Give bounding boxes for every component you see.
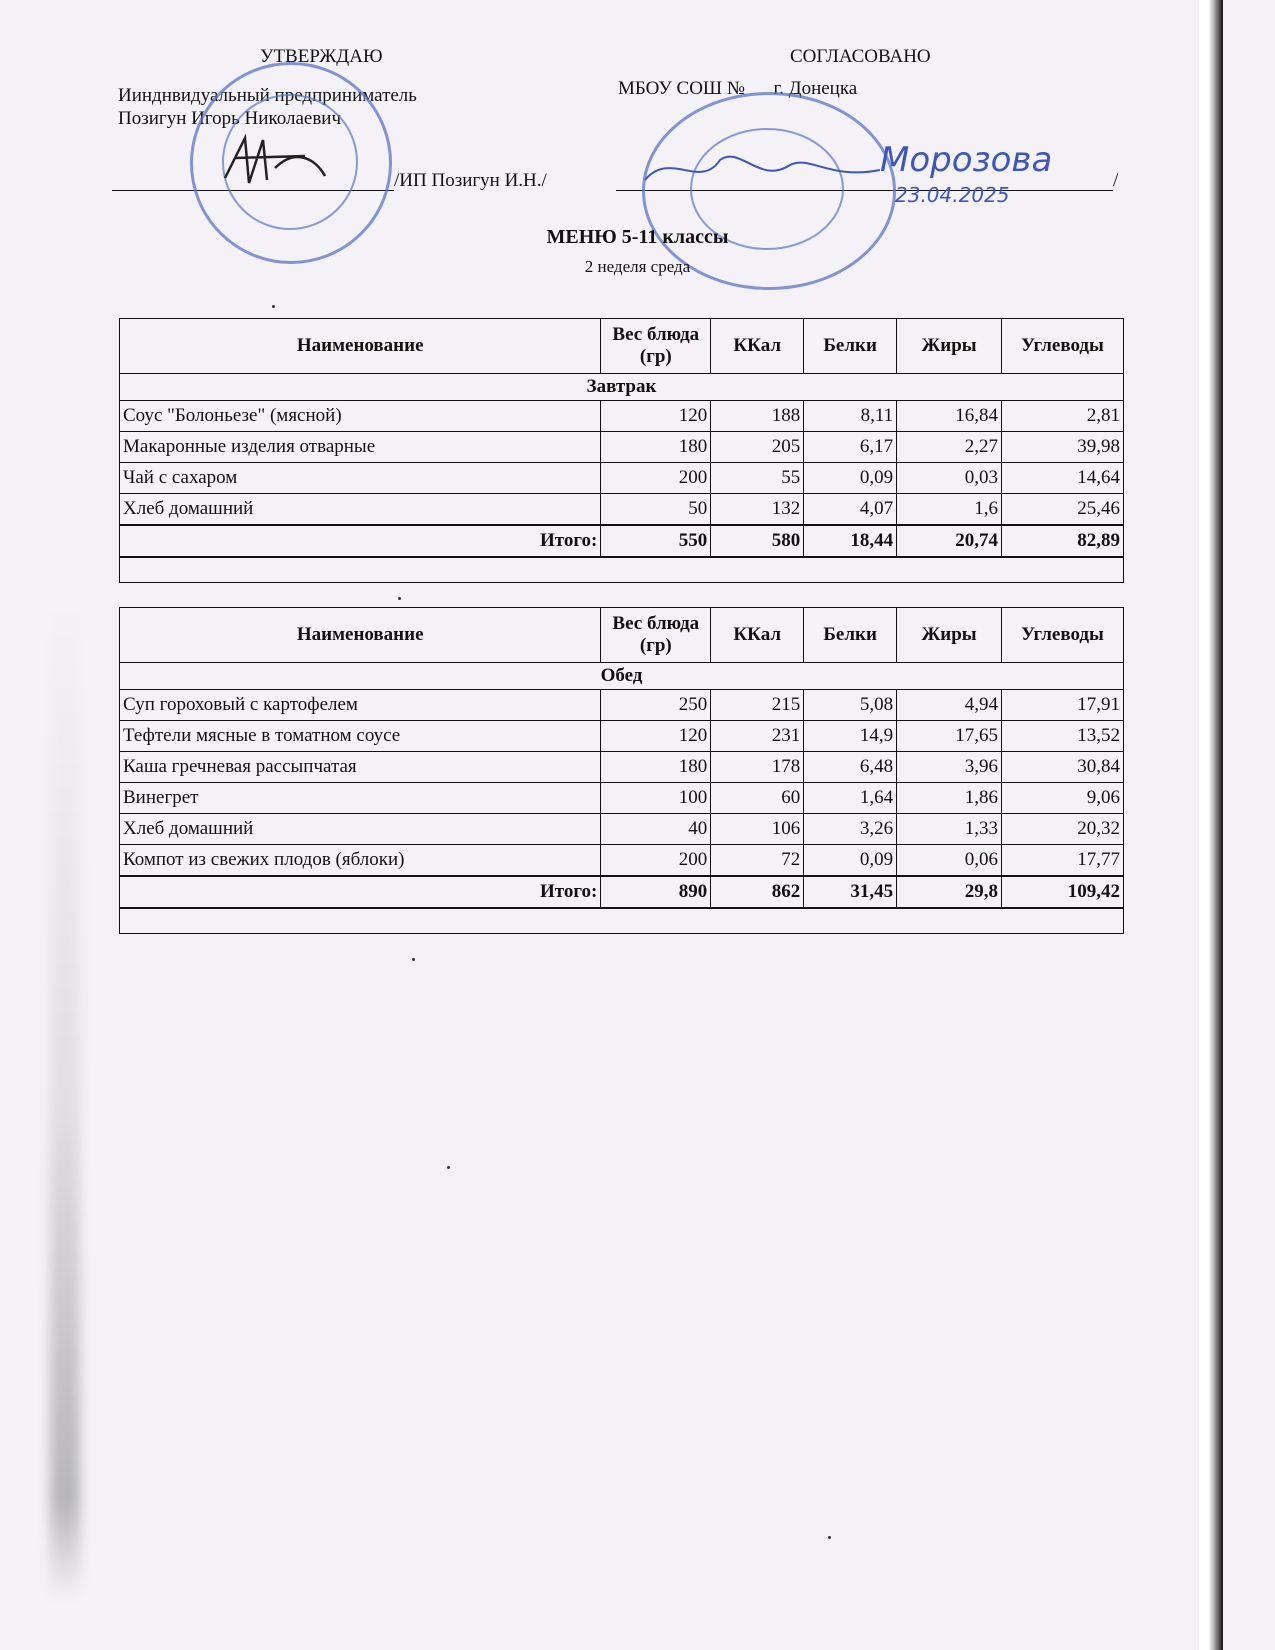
cell: 132 [711,494,804,526]
cell: 39,98 [1002,432,1124,463]
dish-name: Каша гречневая рассыпчатая [120,752,601,783]
cell: 180 [601,432,711,463]
dish-name: Компот из свежих плодов (яблоки) [120,845,601,877]
menu-title: МЕНЮ 5-11 классы [546,226,729,248]
cell: 178 [711,752,804,783]
table-row [120,783,1124,814]
cell: 4,94 [897,690,1002,721]
dish-name: Макаронные изделия отварные [120,432,601,463]
cell: 16,84 [897,401,1002,432]
agree-sign-end: / [1113,170,1119,191]
agree-signature [640,140,900,200]
section-lunch: Обед [120,663,1124,690]
approve-line1: Иинднвидуальный предприниматель [118,85,417,106]
cell: 106 [711,814,804,845]
cell: 17,65 [897,721,1002,752]
dish-name: Соус "Болоньезе" (мясной) [120,401,601,432]
col-kcal: ККал [711,319,804,374]
approve-signature [215,128,345,198]
cell: 14,64 [1002,463,1124,494]
cell: 14,9 [804,721,897,752]
cell: 0,09 [804,845,897,877]
table-row [120,494,1124,526]
cell: 5,08 [804,690,897,721]
breakfast-table [119,318,1124,583]
scan-speck [412,958,415,961]
cell: 1,33 [897,814,1002,845]
total-label: Итого: [120,525,601,557]
col-protein: Белки [804,608,897,663]
cell: 50 [601,494,711,526]
table-row [120,721,1124,752]
col-name: Наименование [120,608,601,663]
col-protein: Белки [804,319,897,374]
cell: 2,27 [897,432,1002,463]
cell: 120 [601,721,711,752]
cell: 0,03 [897,463,1002,494]
scan-speck [398,597,401,600]
col-fat: Жиры [897,608,1002,663]
dish-name: Винегрет [120,783,601,814]
cell: 1,86 [897,783,1002,814]
cell: 72 [711,845,804,877]
dish-name: Тефтели мясные в томатном соусе [120,721,601,752]
col-kcal: ККал [711,608,804,663]
cell: 17,91 [1002,690,1124,721]
cell: 25,46 [1002,494,1124,526]
cell: 120 [601,401,711,432]
total-cell: 18,44 [804,525,897,557]
cell: 100 [601,783,711,814]
header-row [120,319,1124,374]
cell: 200 [601,845,711,877]
total-label: Итого: [120,876,601,908]
total-cell: 109,42 [1002,876,1124,908]
cell: 1,6 [897,494,1002,526]
table-row [120,814,1124,845]
col-name: Наименование [120,319,601,374]
scan-speck [447,1166,450,1169]
total-row [120,876,1124,908]
handwritten-date: 23.04.2025 [895,183,1010,207]
cell: 0,06 [897,845,1002,877]
cell: 8,11 [804,401,897,432]
total-cell: 862 [711,876,804,908]
cell: 250 [601,690,711,721]
cell: 17,77 [1002,845,1124,877]
cell: 20,32 [1002,814,1124,845]
scan-speck [828,1536,831,1539]
agree-line1: МБОУ СОШ № г. Донецка [618,78,858,99]
cell: 215 [711,690,804,721]
cell: 188 [711,401,804,432]
col-carbs: Углеводы [1002,319,1124,374]
cell: 30,84 [1002,752,1124,783]
col-weight: Вес блюда (гр) [601,608,711,663]
dish-name: Хлеб домашний [120,814,601,845]
total-cell: 890 [601,876,711,908]
table-row [120,463,1124,494]
total-cell: 20,74 [897,525,1002,557]
dish-name: Чай с сахаром [120,463,601,494]
table-row [120,401,1124,432]
dish-name: Хлеб домашний [120,494,601,526]
cell: 0,09 [804,463,897,494]
approve-heading: УТВЕРЖДАЮ [260,46,383,67]
agree-heading: СОГЛАСОВАНО [790,46,931,67]
cell: 13,52 [1002,721,1124,752]
total-row [120,525,1124,557]
total-cell: 82,89 [1002,525,1124,557]
cell: 200 [601,463,711,494]
blank-row [120,557,1124,583]
table-row [120,432,1124,463]
handwritten-name: Морозова [880,140,1053,180]
dish-name: Суп гороховый с картофелем [120,690,601,721]
cell: 231 [711,721,804,752]
lunch-table [119,607,1124,934]
table-row [120,845,1124,877]
total-cell: 31,45 [804,876,897,908]
approve-line2: Позигун Игорь Николаевич [118,108,342,129]
cell: 180 [601,752,711,783]
header-row [120,608,1124,663]
total-cell: 580 [711,525,804,557]
cell: 6,17 [804,432,897,463]
cell: 4,07 [804,494,897,526]
approve-sign-caption: /ИП Позигун И.Н./ [394,170,547,191]
scan-speck [272,305,275,308]
cell: 9,06 [1002,783,1124,814]
table-row [120,752,1124,783]
cell: 40 [601,814,711,845]
cell: 205 [711,432,804,463]
cell: 2,81 [1002,401,1124,432]
total-cell: 550 [601,525,711,557]
cell: 1,64 [804,783,897,814]
menu-subtitle: 2 неделя среда [584,257,691,276]
col-carbs: Углеводы [1002,608,1124,663]
table-row [120,690,1124,721]
cell: 60 [711,783,804,814]
cell: 3,96 [897,752,1002,783]
col-weight: Вес блюда (гр) [601,319,711,374]
total-cell: 29,8 [897,876,1002,908]
scan-shadow [50,600,80,1600]
cell: 6,48 [804,752,897,783]
col-fat: Жиры [897,319,1002,374]
section-breakfast: Завтрак [120,374,1124,401]
cell: 55 [711,463,804,494]
cell: 3,26 [804,814,897,845]
blank-row [120,908,1124,934]
